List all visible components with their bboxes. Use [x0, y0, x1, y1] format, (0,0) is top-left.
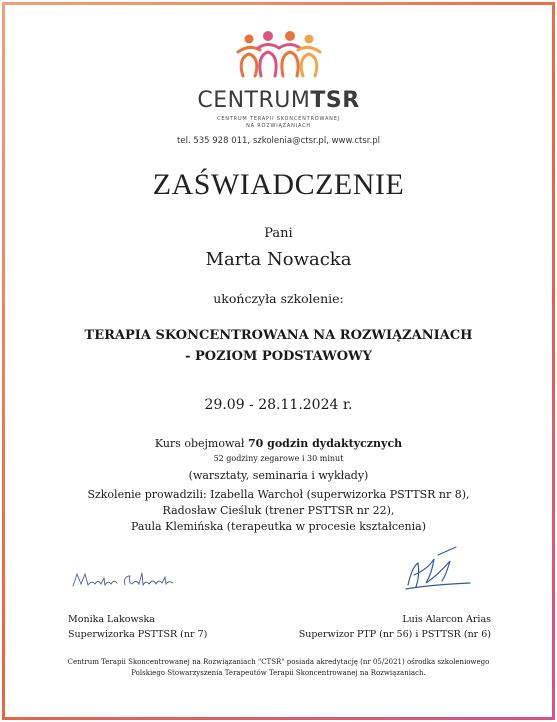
footer-line1: Centrum Terapii Skoncentrowanej na Rozwiązaniach "CTSR" posiada akredytację (nr 05/2021) ośrodka szkoleniowego [67, 658, 490, 666]
brand-tagline-line2: NA ROZWIĄZANIACH [246, 123, 311, 129]
leaders-line3: Paula Klemińska (terapeutka w procesie kształcenia) [130, 520, 427, 533]
right-signer [299, 612, 491, 642]
course-title-line1: TERAPIA SKONCENTROWANA NA ROZWIĄZANIACH [84, 328, 473, 343]
recipient-name: Marta Nowacka [205, 249, 352, 270]
left-signature-image [70, 568, 180, 592]
salutation: Pani [264, 226, 293, 241]
leaders-line1: Szkolenie prowadzili: Izabella Warchoł (superwizorka PSTTSR nr 8), [87, 488, 470, 501]
accreditation-footer [30, 657, 527, 679]
left-signer-name: Monika Lakowska [68, 614, 155, 625]
right-signer-role: Superwizor PTP (nr 56) i PSTTSR (nr 6) [298, 629, 491, 640]
people-logo-icon [234, 30, 324, 82]
brand-tagline-line1: CENTRUM TERAPII SKONCENTROWANEJ [217, 116, 340, 122]
footer-line2: Polskiego Stowarzyszenia Terapeutów Terapii Skoncentrowanej na Rozwiązaniach. [131, 669, 426, 677]
brand-wordmark [0, 88, 557, 113]
contact-info: tel. 535 928 011, szkolenia@ctsr.pl, www.ctsr.pl [177, 136, 380, 146]
course-hours-bold: 70 godzin dydaktycznych [248, 437, 403, 450]
course-dates: 29.09 - 28.11.2024 r. [204, 397, 353, 413]
course-hours-prefix: Kurs obejmował [154, 437, 248, 450]
course-hours [0, 437, 557, 450]
course-forms: (warsztaty, seminaria i wykłady) [188, 469, 369, 482]
course-title-line2: - POZIOM PODSTAWOWY [185, 349, 372, 364]
certificate-title: ZAŚWIADCZENIE [152, 168, 405, 201]
ctsr-logo [0, 30, 557, 82]
brand-part1: CENTRUM [197, 88, 311, 113]
right-signature-image [398, 545, 478, 595]
leaders-line2: Radosław Cieśluk (trener PSTTSR nr 22), [162, 504, 395, 517]
brand-part2: TSR [310, 88, 360, 113]
right-signer-name: Luis Alarcon Arias [402, 614, 491, 625]
left-signer [68, 612, 207, 642]
left-signer-role: Superwizorka PSTTSR (nr 7) [68, 629, 208, 640]
clock-hours: 52 godziny zegarowe i 30 minut [213, 454, 344, 463]
completion-text: ukończyła szkolenie: [213, 291, 344, 306]
